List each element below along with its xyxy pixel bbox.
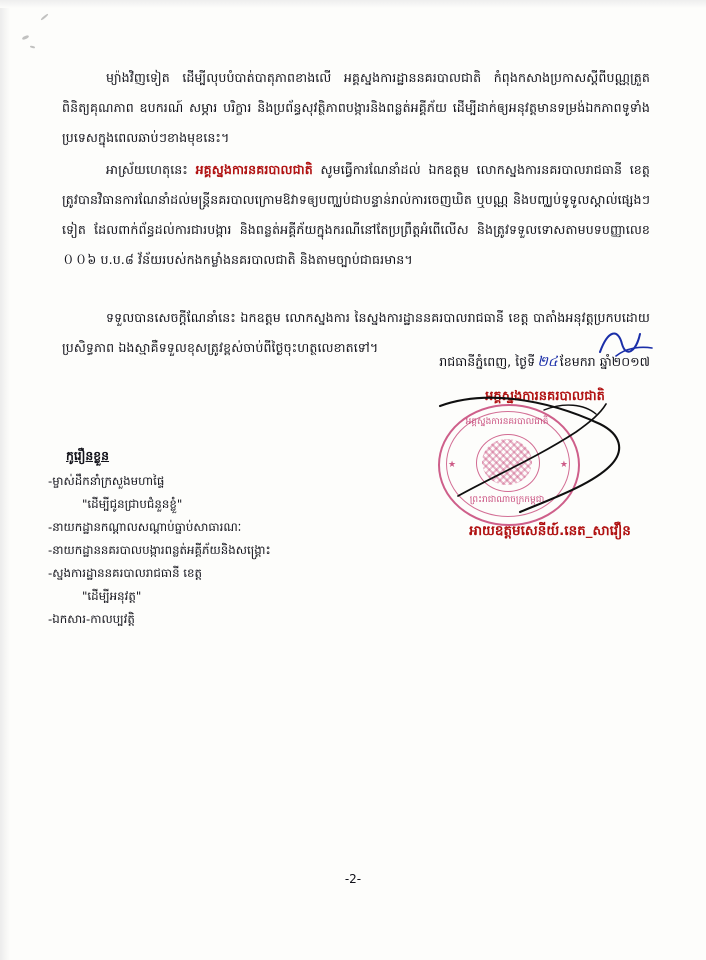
list-item: -ស្នងការដ្ឋាននគរបាលរាជធានី ខេត្ត	[48, 566, 203, 580]
distribution-title: កូរឿនខ្លួន	[66, 448, 110, 463]
stamp-star-icon: ★	[559, 460, 568, 470]
dateline	[62, 352, 650, 373]
dateline-middle: ខែមករា	[559, 354, 596, 369]
body-paragraph-2	[62, 155, 650, 275]
stamp-emblem	[482, 439, 532, 485]
distribution-list	[48, 470, 378, 631]
stamp-outer-ring	[438, 404, 580, 526]
dateline-prefix: រាជធានីភ្នំពេញ, ថ្ងៃទី	[439, 354, 536, 369]
body-paragraph-1	[62, 63, 650, 153]
official-stamp	[432, 400, 584, 530]
list-item: -នាយកដ្ឋានកណ្ដាលសណ្ដាប់ធ្នាប់សាធារណៈ	[48, 520, 242, 534]
dateline-day-handwritten: ២៤	[537, 354, 558, 370]
signature-title: អគ្គស្នងការនគរបាលជាតិ	[485, 389, 605, 404]
paragraph-2-prefix: អាស្រ័យហេតុនេះ	[106, 161, 196, 177]
stamp-core-ring	[476, 434, 540, 492]
paragraph-2-text: សូមធ្វើការណែនាំដល់ ឯកឧត្តម លោកស្នងការនគរបាលរាជធានី ខេត្ត ត្រូវបានវិធានការណែនាំដល់មន្ត្រីនគរបាលក្រោមឱវាទឲ្យបញ្ឈប់ជាបន្ទាន់រាល់ការចេញឃិត ឬបណ្ណ និងបញ្ឈប់ទូទូលស្ដាល់ផ្សេងៗទៀត ដែលពាក់ព័ន្ធដល់ការជារបង្ការ និងពន្លត់អគ្គីភ័យក្នុងករណីនៅតែប្រព្រឹត្តអំពើលើស និងត្រូវទទួលទោសតាមបទបញ្ញាលេខ ００៦ ប.ប.៨ វ័ន័យរបស់កងកម្លាំងនគរបាលជាតិ និងតាមច្បាប់ជាធរមាន។	[62, 161, 650, 267]
stamp-bottom-text: ព្រះរាជាណាចក្រកម្ពុជា	[469, 495, 545, 505]
signer-name: អាយឧត្តមសេនីយ៍.នេត_សាវឿន	[469, 523, 631, 539]
stamp-star-icon: ★	[448, 460, 457, 470]
paragraph-1-text: ម្យ៉ាងវិញទៀត ដើម្បីលុបបំបាត់បាតុភាពខាងលើ អគ្គស្នងការដ្ឋាននគរបាលជាតិ កំពុងកសាងប្រកាសស្ដីពីបណ្ណត្រួតពិនិត្យគុណភាព ឧបករណ៍ សម្ភារ បរិក្ខារ និងប្រព័ន្ធសុវត្ថិភាពបង្ការនិងពន្លត់អគ្គីភ័យ ដើម្បីដាក់ឲ្យអនុវត្តមានទម្រង់ឯកភាពទូទាំងប្រទេសក្នុងពេលឆាប់ៗខាងមុខនេះ។	[62, 69, 650, 145]
stamp-inner-ring	[446, 411, 570, 517]
dateline-year: ឆ្នាំ២០១៧	[599, 354, 650, 369]
page-number: -2-	[344, 872, 362, 886]
stamp-top-text: អគ្គស្នងការនគរបាលជាតិ	[465, 417, 549, 427]
list-item: "ដើម្បីជូនជ្រាបជំនួនខ្លួំ"	[82, 497, 183, 511]
paragraph-3-text: ទទួលបានសេចក្ដីណែនាំនេះ ឯកឧត្តម លោកស្នងការ នៃស្នងការដ្ឋាននគរបាលរាជធានី ខេត្ត បាតាំងអនុវត្តប្រកបដោយប្រសិទ្ធភាព ឯងស្មាគឺទទួលខុសត្រូវខ្ពស់ចាប់ពីថ្ងៃចុះហត្ថលេខាតទៅ។	[62, 309, 650, 355]
list-item: -នាយកដ្ឋាននគរបាលបង្ការពន្លត់អគ្គីភ័យនិងសង្គ្រោះ	[48, 543, 271, 557]
list-item: -ម្ចាស់ដឹកនាំក្រសួងមហាផ្ទៃ	[48, 474, 165, 488]
paragraph-2-highlight: អគ្គស្នងការនគរបាលជាតិ	[195, 161, 313, 177]
list-item: -ឯកសារ-កាលប្បវត្តិ	[48, 612, 135, 626]
list-item: "ដើម្បីអនុវត្ត"	[82, 589, 142, 603]
